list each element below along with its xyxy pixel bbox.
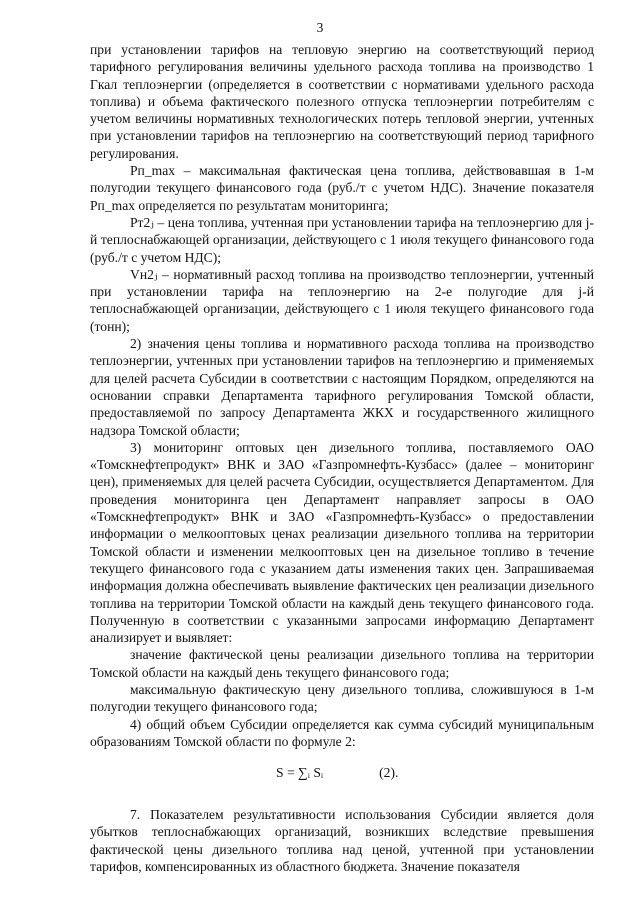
paragraph-vn2-definition: Vн2ⱼ – нормативный расход топлива на производство теплоэнергии, учтенный при установлении тарифа на теплоэнергию на 2-е полугодие для j-й теплоснабжающей организации, действующего с 1 июля текущего финансового года (тонн); (90, 266, 594, 334)
paragraph-pp-max-definition: Рп_max – максимальная фактическая цена топлива, действовавшая в 1-м полугодии текущего финансового года (руб./т с учетом НДС). Значение показателя Рп_max определяется по результатам мониторинга; (90, 163, 594, 213)
paragraph-tariff-volume: при установлении тарифов на тепловую энергию на соответствующий период тарифного регулирования величины удельного расхода топлива на производство 1 Гкал теплоэнергии (определяется в соответствии с нормативами удельного расхода топлива) и объема фактического полезного отпуска теплоэнергии потребителям с учетом величины нормативных технологических потерь тепловой энергии, учтенных при установлении тарифов на теплоэнергию на соответствующий период тарифного регулирования. (90, 42, 594, 161)
paragraph-maximum-price: максимальную фактическую цену дизельного топлива, сложившуюся в 1-м полугодии текущего финансового года; (90, 681, 594, 715)
document-body (90, 41, 594, 875)
paragraph-pt2-definition: Рт2ⱼ – цена топлива, учтенная при установлении тарифа на теплоэнергию для j-й теплоснабжающей организации, действующего с 1 июля текущего финансового года (руб./т с учетом НДС); (90, 214, 594, 265)
paragraph-section-7: 7. Показателем результативности использования Субсидии является доля убытков теплоснабжающих организаций, возникших вследствие превышения фактической цены дизельного топлива над ценой, учтенной при установлении тарифов, компенсированных из областного бюджета. Значение показателя (90, 807, 594, 875)
formula-expression: S = ∑ᵢ Sᵢ (276, 765, 324, 781)
formula-2 (90, 762, 594, 784)
paragraph-item-2: 2) значения цены топлива и нормативного расхода топлива на производство теплоэнергии, учтенных при установлении тарифов на теплоэнергию и применяемых для целей расчета Субсидии в соответствии с настоящим Порядком, определяются на основании справки Департамента тарифного регулирования Томской области, предоставляемой по запросу Департамента ЖКХ и государственного жилищного надзора Томской области; (90, 336, 594, 438)
paragraph-actual-price-value: значение фактической цены реализации дизельного топлива на территории Томской области на каждый день текущего финансового года; (90, 647, 594, 680)
formula-number: (2). (379, 765, 399, 781)
paragraph-item-3-monitoring: 3) мониторинг оптовых цен дизельного топлива, поставляемого ОАО «Томскнефтепродукт» ВНК и ЗАО «Газпромнефть-Кузбасс» (далее – мониторинг цен), применяемых для целей расчета Субсидии, осуществляется Департаментом. Для проведения мониторинга цен Департамент направляет запросы в ОАО «Томскнефтепродукт» ВНК и ЗАО «Газпромнефть-Кузбасс» о предоставлении информации о мелкооптовых ценах реализации дизельного топлива на территории Томской области и изменении мелкооптовых цен на дизельное топливо в течение текущего финансового года с указанием даты изменения таких цен. Запрашиваемая информация должна обеспечивать выявление фактических цен реализации дизельного топлива на территории Томской области на каждый день текущего финансового года. Полученную в соответствии с указанными запросами информацию Департамент анализирует и выявляет: (90, 439, 594, 646)
paragraph-item-4-total-subsidy: 4) общий объем Субсидии определяется как сумма субсидий муниципальным образованиям Томской области по формуле 2: (90, 716, 594, 749)
page-number: 3 (316, 20, 324, 35)
